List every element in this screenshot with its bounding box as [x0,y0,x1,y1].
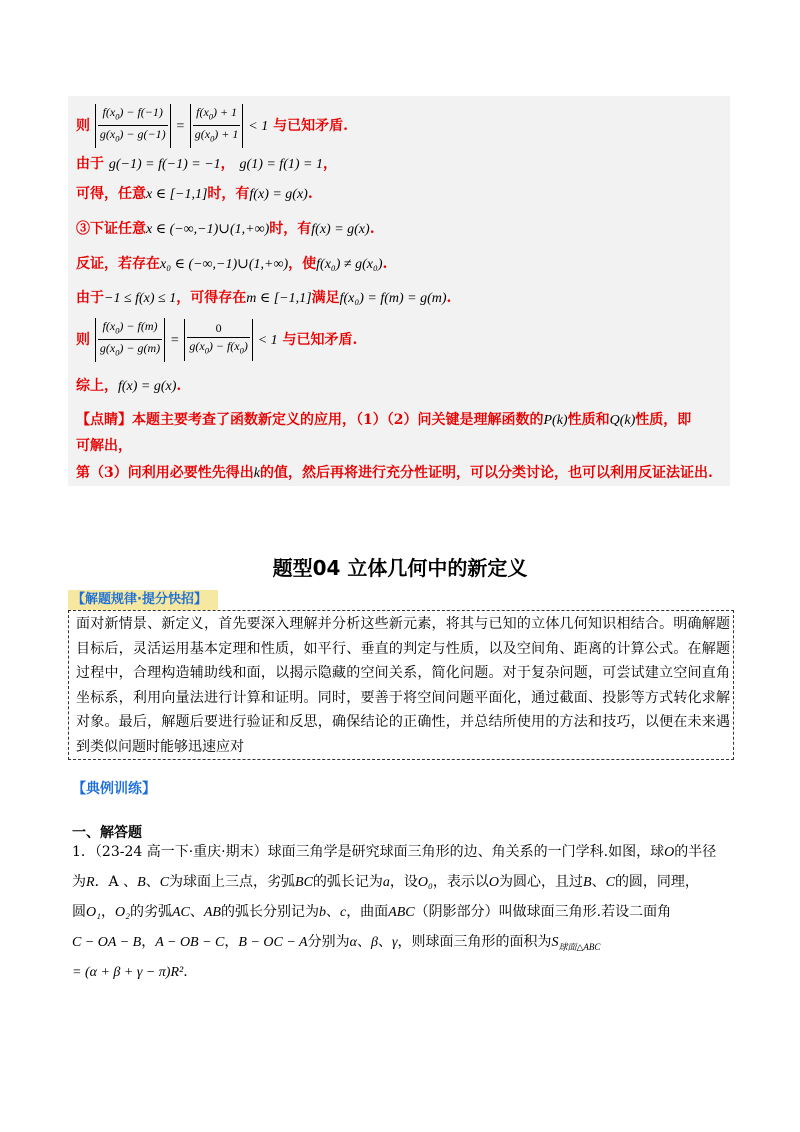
math: f(x) = g(x) [311,222,370,237]
math: g(−1) = f(−1) = −1 [108,157,221,172]
math: g(1) = f(1) = 1 [239,157,323,172]
math: β [370,935,378,950]
question-line-3 [72,902,671,923]
text: ，可得存在 [176,290,247,306]
math: Q(k) [609,413,636,428]
math: R [86,875,95,890]
math: x ∈ (−∞,−1)∪(1,+∞) [146,222,270,237]
solution-line-3: 可得，任意x ∈ [−1,1]时，有f(x) = g(x). [76,186,313,202]
summary-paragraph: 面对新情景、新定义，首先要深入理解并分析这些新元素，将其与已知的立体几何知识相结合。明确解题目标后，灵活运用基本定理和性质，如平行、垂直的判定与性质，以及空间角、距离的计算公式。在解题过程中，合理构造辅助线和面，以揭示隐藏的空间关系，简化问题。对于复杂问题，可尝试建立空间直角坐标系，利用向量法进行计算和证明。同时，要善于将空间问题平面化，通过截面、投影等方式转化求解对象。最后，解题后要进行验证和反思，确保结论的正确性，并总结所使用的方法和技巧，以便在未来遇到类似问题时能够迅速应对 [76,616,730,755]
text: 满足 [311,290,340,306]
math: A − OB − C [155,935,225,950]
question-line-2 [72,872,699,893]
solution-line-4: ③下证任意x ∈ (−∞,−1)∪(1,+∞)时，有f(x) = g(x). [76,221,375,237]
math: BC [295,875,313,890]
text: 的半径 [674,844,717,860]
text: 第（3）问利用必要性先得出 [76,465,254,481]
text: 性质，即 [635,412,692,428]
text: 时，有 [207,186,250,202]
text: 、 [377,934,392,950]
solution-line-6: 由于−1 ≤ f(x) ≤ 1，可得存在m ∈ [−1,1]满足f(x₀) = f(m) = g(m). [76,290,452,306]
solution-line-5: 反证，若存在x₀ ∈ (−∞,−1)∪(1,+∞)，使f(x₀) ≠ g(x₀). [76,256,388,272]
math: f(x₀) = f(m) = g(m) [339,291,447,306]
section-title: 题型04 立体几何中的新定义 [272,556,528,580]
question-line-1 [72,842,716,863]
text: 【点睛】本题主要考查了函数新定义的应用，（1）（2）问关键是理解函数的 [76,412,544,428]
text: 的劣弧 [129,904,172,920]
text: 、 [145,874,160,890]
math: x₀ ∈ (−∞,−1)∪(1,+∞) [160,257,289,272]
text: 的圆，同理， [614,874,699,890]
math: O₀ [417,875,433,890]
text: ，曲面 [346,904,389,920]
solution-line-2: 由于 g(−1) = f(−1) = −1， g(1) = f(1) = 1， [76,156,337,172]
text: ，表示以 [432,874,489,890]
math: C [605,875,615,890]
solution-line-11 [76,463,713,484]
math: b [318,905,326,920]
math: = (α + β + γ − π)R² [72,965,184,980]
question-heading: 一、解答题 [72,825,142,841]
question-line-4 [72,932,600,957]
math: P(k) [543,413,568,428]
solution-line-10 [76,436,132,456]
text: 的值，然后再将进行充分性证明，可以分类讨论，也可以利用反证法证出. [259,465,713,481]
solution-line-8: 综上，f(x) = g(x). [76,378,182,394]
text: 1．（23-24 高一下·重庆·期末）球面三角学是研究球面三角形的边、角关系的一门学科.如图，球 [72,844,665,860]
text: 时，有 [269,221,312,237]
text: 为球面上三点，劣弧 [169,874,296,890]
text: 则 [76,331,90,348]
math: C [159,875,170,890]
math: a [382,875,390,890]
math: O [664,845,675,860]
text: 的弧长记为 [312,874,383,890]
text: ， [224,934,239,950]
math: f(x₀) ≠ g(x₀) [316,257,383,272]
text: 可得，任意 [76,186,146,202]
math: γ [391,935,398,950]
math: C − OA − B [72,935,142,950]
example-tag: 【典例训练】 [72,781,156,797]
text: 为 [72,874,86,890]
text: ， [100,904,115,920]
text: ，使 [288,256,317,272]
text: 可解出， [76,438,132,454]
math: O [488,875,500,890]
text: 与已知矛盾. [273,117,348,134]
abs-fraction-left: $\frac{f(x_0) - f(-1)}{g(x_0) - g(-1)}$ [95,104,171,148]
text: 则 [76,117,90,134]
text: 反证，若存在 [76,256,160,272]
less-than-one: < 1 [257,332,278,348]
math: ABC [388,905,415,920]
math: f(x) = g(x) [249,187,308,202]
math: O₂ [114,905,130,920]
text: 性质和 [567,412,610,428]
math: m ∈ [−1,1] [246,291,312,306]
solution-line-1 [76,104,348,148]
equals: = [170,332,180,348]
math: B − OC − A [238,935,308,950]
math: x ∈ [−1,1] [146,187,208,202]
text: ③下证任意 [76,221,146,237]
text: ，设 [389,874,418,890]
text: 分别为 [307,934,350,950]
less-than-one: < 1 [248,118,269,134]
math: B [137,875,146,890]
text: 的弧长分别记为 [220,904,319,920]
text: 、 [325,904,340,920]
text: 、 [189,904,204,920]
text: 由于 [76,290,104,306]
math-subscript: 球面△ABC [558,941,601,952]
equals: = [175,118,185,134]
math: f(x) = g(x) [118,379,177,394]
math: k [253,466,260,481]
solution-line-9 [76,410,691,431]
math: S [551,935,559,950]
math: B [583,875,592,890]
text: 为圆心，且过 [499,874,584,890]
solution-line-7 [76,318,357,362]
question-line-5 [72,962,188,983]
math: AB [203,905,221,920]
math: α [349,935,357,950]
abs-fraction-right: $\frac{0}{g(x_0) - f(x_0)}$ [184,319,252,361]
math: −1 ≤ f(x) ≤ 1 [104,291,177,306]
text: 圆 [72,904,86,920]
math: c [339,905,347,920]
text: . [183,964,188,980]
abs-fraction-left: $\frac{f(x_0) - f(m)}{g(x_0) - g(m)}$ [95,318,165,362]
text: 、 [591,874,606,890]
text: ，则球面三角形的面积为 [397,934,552,950]
math: AC [171,905,190,920]
text: 综上， [76,378,118,394]
text: 与已知矛盾. [282,331,358,348]
text: ．A 、 [94,874,138,890]
math: O₁ [86,905,101,920]
text: ， [141,934,156,950]
tip-tag: 【解题规律·提分快招】 [72,592,207,607]
text: 、 [356,934,371,950]
text: 由于 [76,156,104,172]
abs-fraction-right: $\frac{f(x_0) + 1}{g(x_0) + 1}$ [190,104,244,148]
text: （阴影部分）叫做球面三角形.若设二面角 [414,904,672,920]
